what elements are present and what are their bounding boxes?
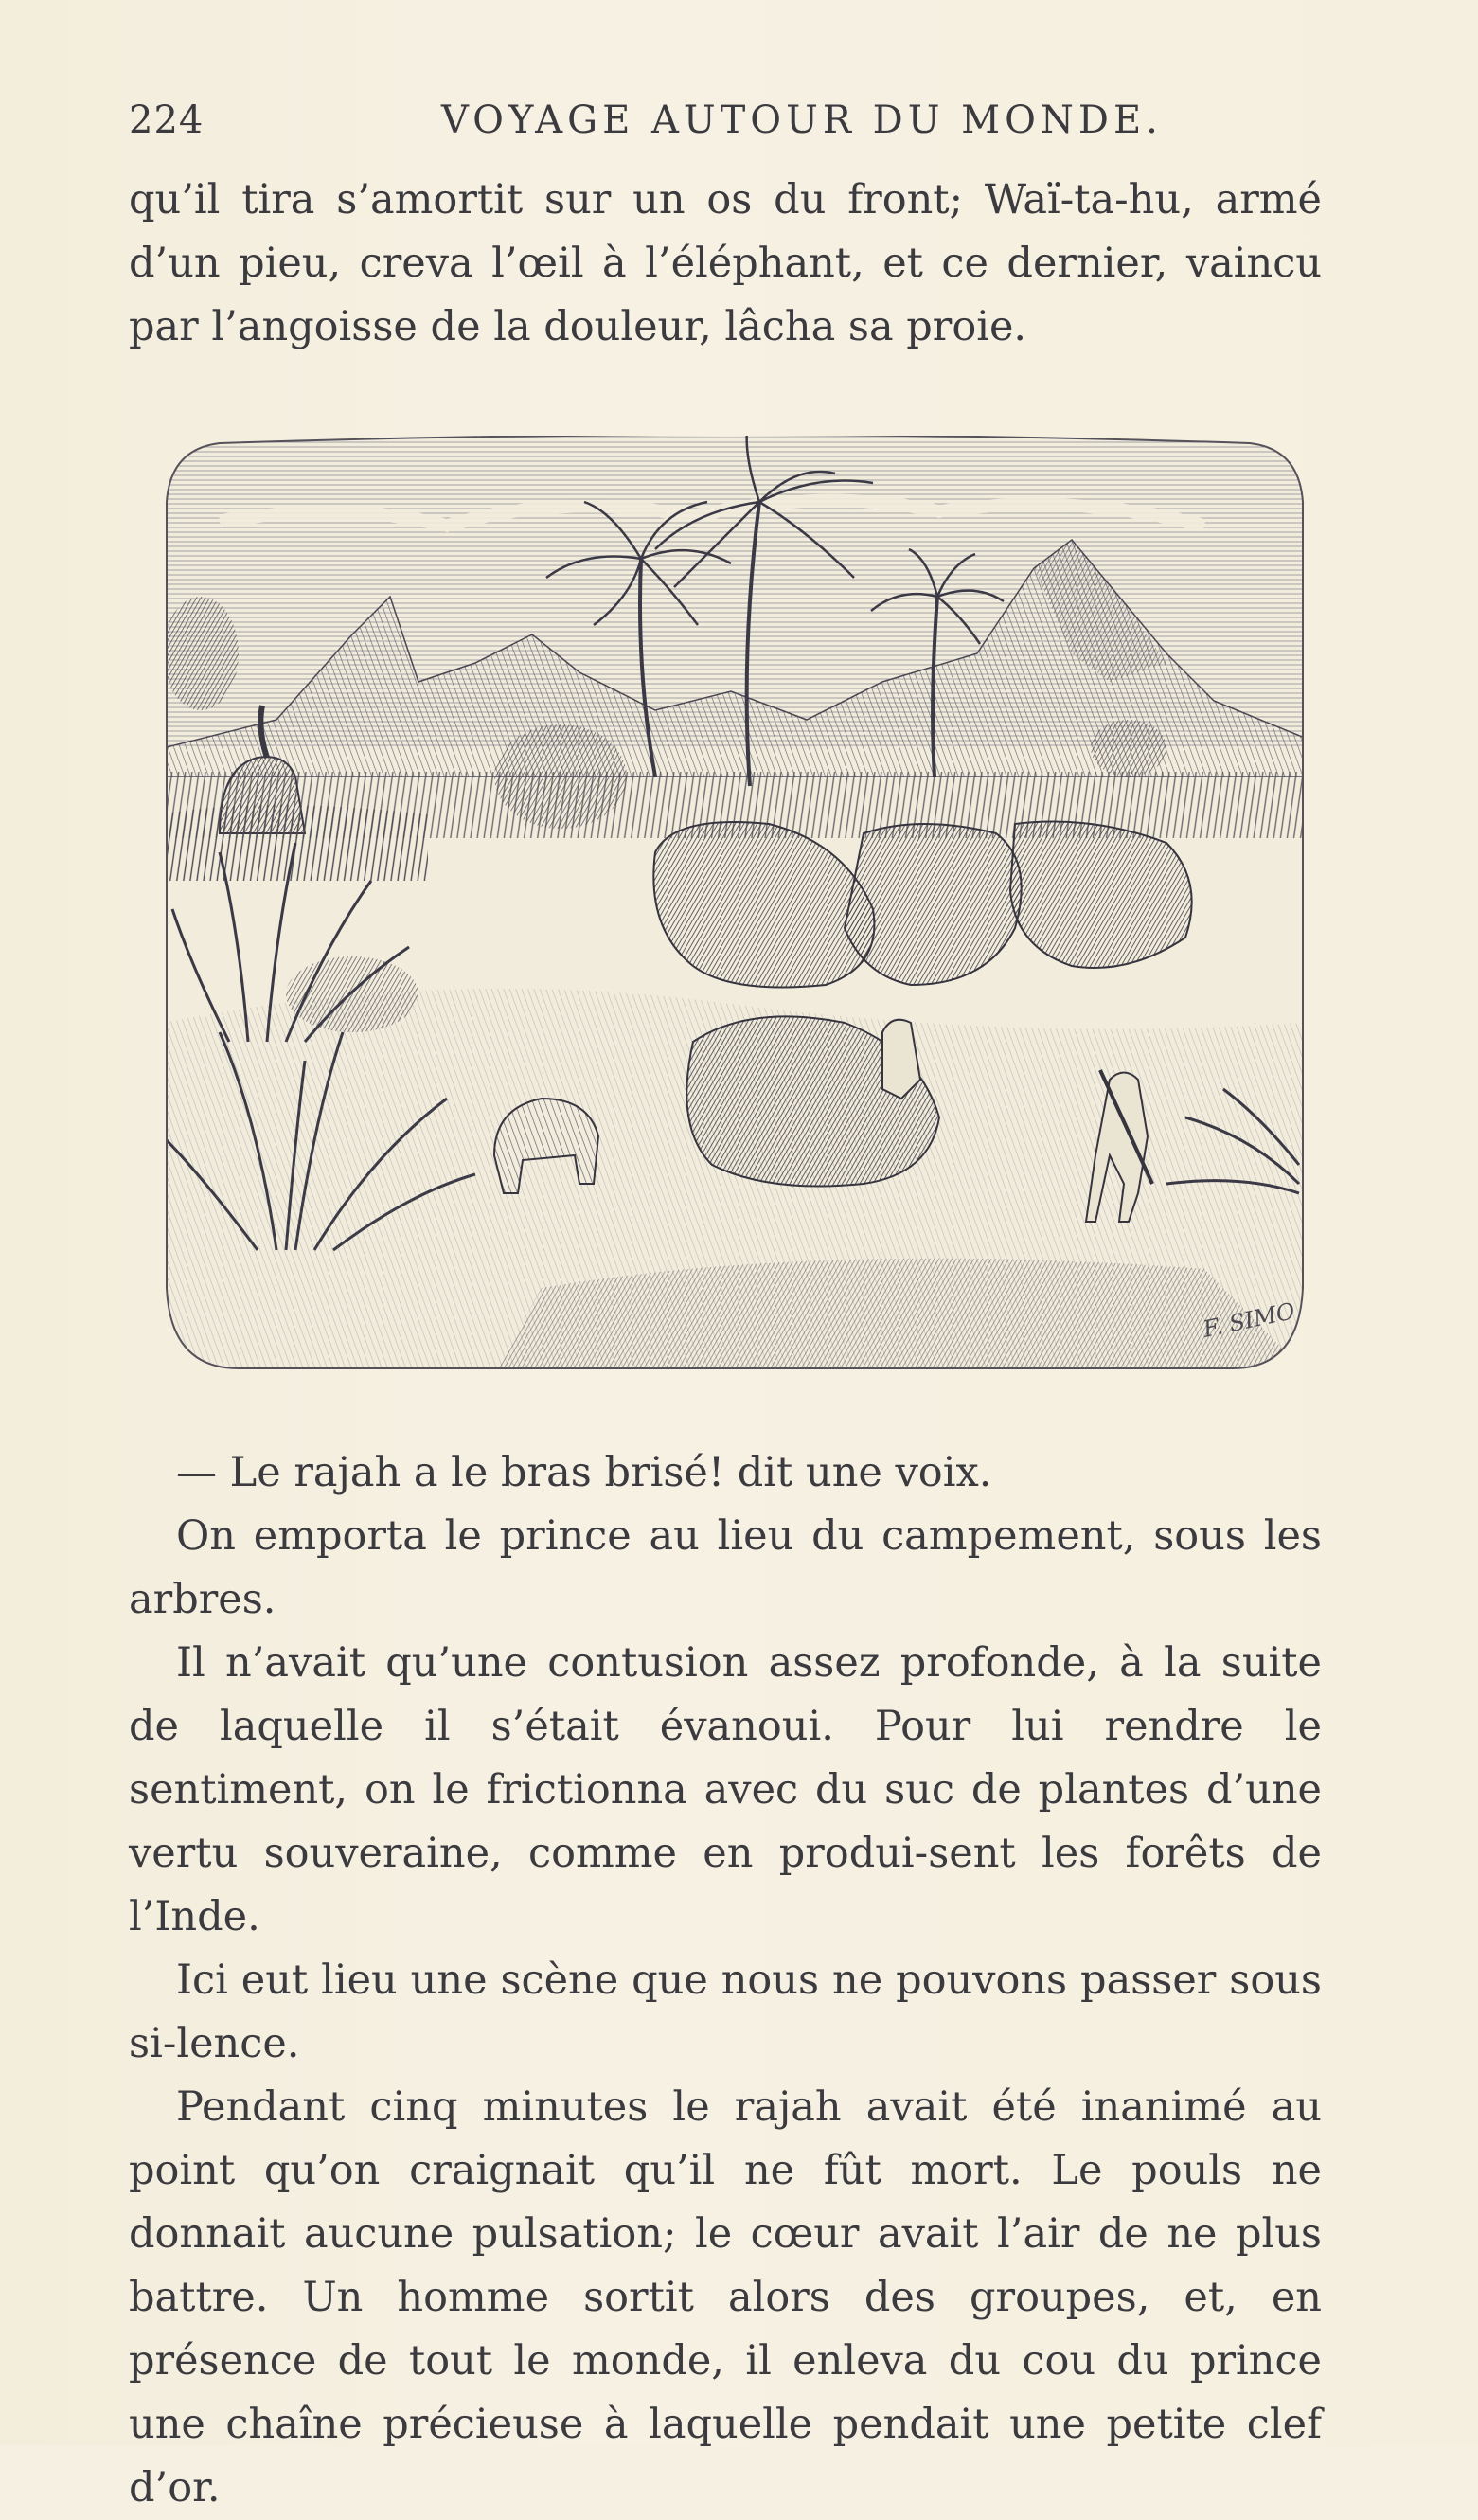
paragraph: Il n’avait qu’une contusion assez profonde, à la suite de laquelle il s’était évanoui. Pour lui rendre le sentiment, on le frictionna avec du suc de plantes d’une vertu souveraine, comme en produi-sent les forêts de l’Inde. (129, 1639, 1322, 1940)
top-text-block (129, 169, 1322, 359)
engraving-illustration (163, 436, 1307, 1373)
paragraph: Pendant cinq minutes le rajah avait été inanimé au point qu’on craignait qu’il ne fût mort. Le pouls ne donnait aucune pulsation; le cœur avait l’air de ne plus battre. Un homme sortit alors des groupes, et, en présence de tout le monde, il enleva du cou du prince une chaîne précieuse à laquelle pendait une petite clef d’or. (129, 2083, 1322, 2511)
paragraph: qu’il tira s’amortit sur un os du front; Waï-ta-hu, armé d’un pieu, creva l’œil à l’éléphant, et ce dernier, vaincu par l’angoisse de la douleur, lâcha sa proie. (129, 176, 1322, 350)
paragraph: Ici eut lieu une scène que nous ne pouvons passer sous si-lence. (129, 1957, 1322, 2067)
bottom-text-block (129, 1441, 1322, 2520)
running-head (129, 98, 1322, 152)
page-number: 224 (129, 98, 205, 142)
elephant-scene-image (163, 436, 1307, 1373)
paragraph: — Le rajah a le bras brisé! dit une voix. (176, 1449, 992, 1496)
paragraph: On emporta le prince au lieu du campement, sous les arbres. (129, 1512, 1322, 1623)
engraver-signature: F. SIMO (1201, 1297, 1298, 1343)
running-title: VOYAGE AUTOUR DU MONDE. (441, 98, 1163, 142)
